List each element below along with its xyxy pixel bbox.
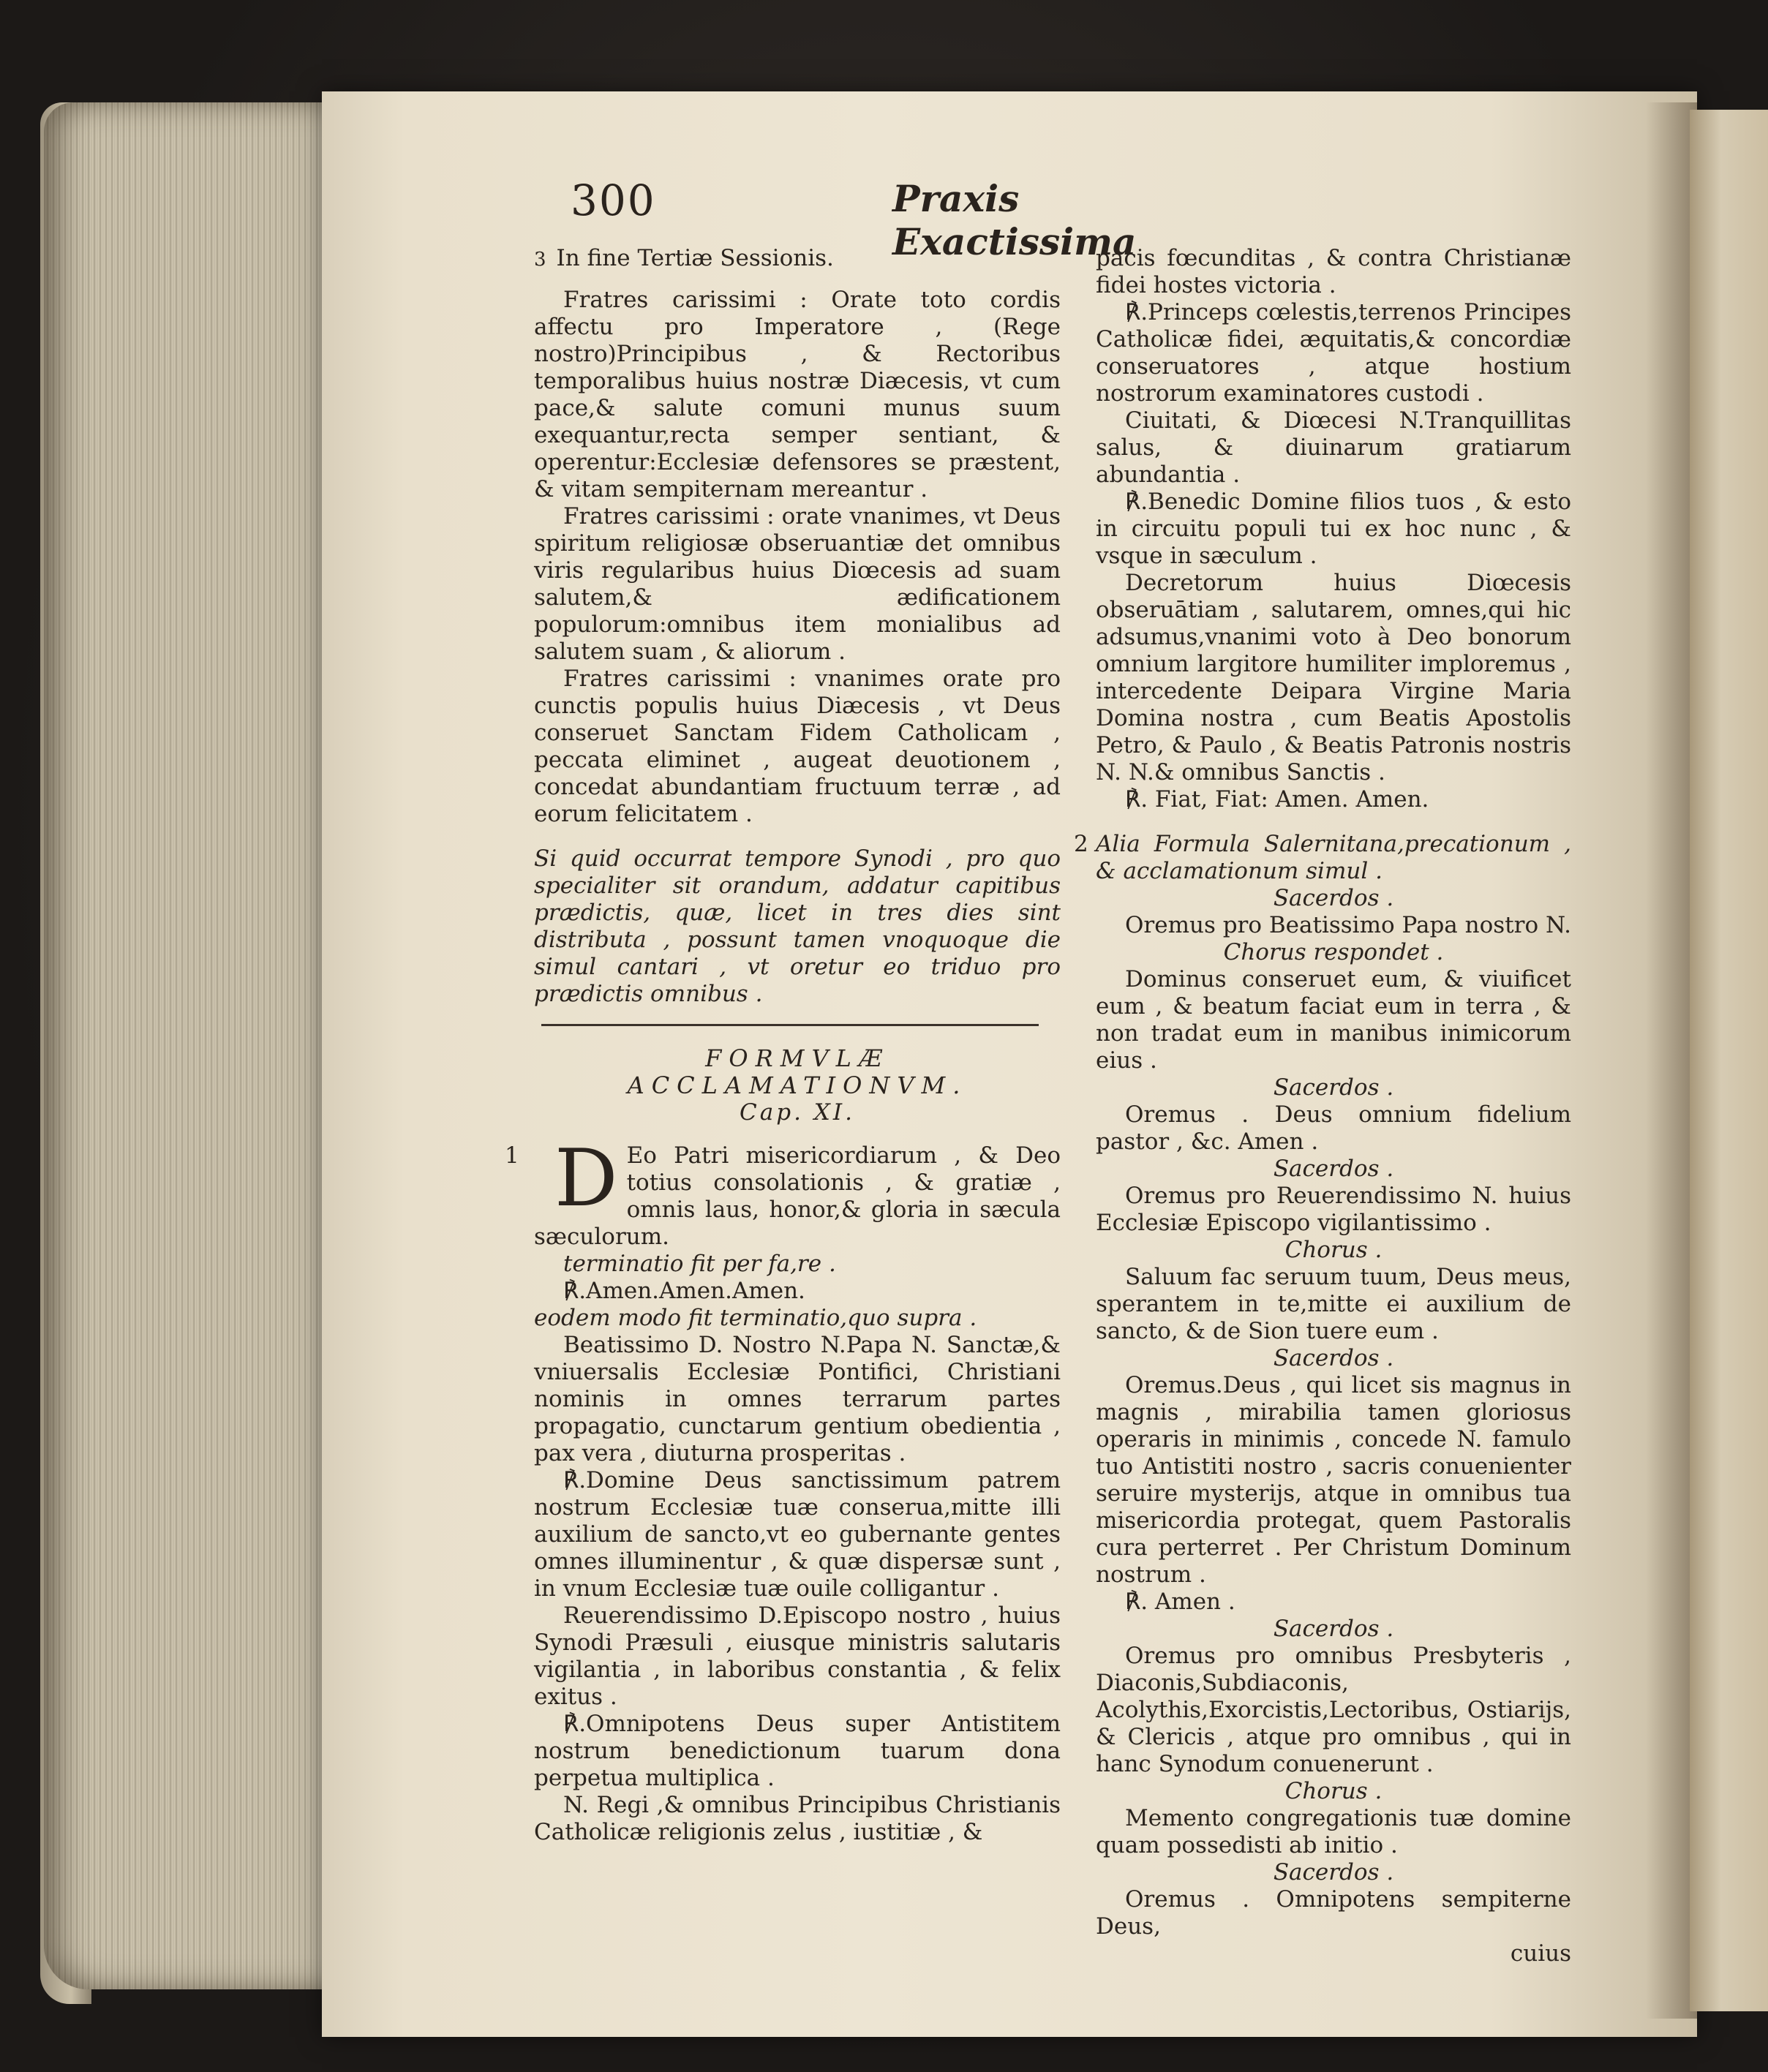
paragraph: ℟.Princeps cœlestis,terrenos Principes Catholicæ fidei, æquitatis,& concordiæ conseruatores , atque hostium nostrorum examinatores custodi .	[1096, 299, 1571, 407]
speaker-label: Sacerdos .	[1273, 1074, 1394, 1101]
speaker-label: Chorus .	[1284, 1237, 1383, 1263]
paragraph: Oremus . Deus omnium fidelium pastor , &c. Amen .	[1096, 1101, 1571, 1155]
paragraph: Oremus pro Beatissimo Papa nostro N.	[1125, 912, 1571, 938]
drop-cap: D	[554, 1133, 618, 1224]
paragraph: ℟.Benedic Domine filios tuos , & esto in circuitu populi tui ex hoc nunc , & vsque in sæculum .	[1096, 489, 1571, 569]
paragraph: Reuerendissimo D.Episcopo nostro , huius Synodi Præsuli , eiusque ministris salutaris vigilantia , in laboribus constantia , & felix exitus .	[534, 1602, 1061, 1710]
item-number: 2	[1074, 831, 1088, 857]
chapter-title: FORMVLÆ ACCLAMATIONVM.	[627, 1044, 968, 1099]
paragraph: Fratres carissimi : vnanimes orate pro cunctis populis huius Diæcesis , vt Deus conseruet Sanctam Fidem Catholicam , peccata eliminet , augeat deuotionem , concedat abundantiam fructuum terræ , ad eorum felicitatem .	[534, 666, 1061, 827]
speaker-label: Chorus .	[1284, 1778, 1383, 1804]
paragraph: Saluum fac seruum tuum, Deus meus, sperantem in te,mitte ei auxilium de sancto, & de Sion tuere eum .	[1096, 1264, 1571, 1344]
response-line: ℟.Amen.Amen.Amen.	[563, 1278, 805, 1304]
paragraph: Oremus pro Reuerendissimo N. huius Ecclesiæ Episcopo vigilantissimo .	[1096, 1183, 1571, 1236]
book-page-edges	[44, 102, 351, 1989]
item-number: 1	[505, 1142, 519, 1169]
catchword: cuius	[1510, 1940, 1571, 1967]
rubric-line: terminatio fit per fa,re .	[563, 1251, 836, 1277]
rubric-line: eodem modo fit terminatio,quo supra .	[534, 1305, 977, 1331]
paragraph: ℟.Domine Deus sanctissimum patrem nostrum Ecclesiæ tuæ conserua,mitte illi auxilium de sancto,vt eo gubernante gentes omnes illuminentur , & quæ dispersæ sunt , in vnum Ecclesiæ tuæ ouile colligantur .	[534, 1467, 1061, 1602]
response-line: ℟. Amen .	[1125, 1589, 1235, 1615]
paragraph: ℟.Omnipotens Deus super Antistitem nostrum benedictionum tuarum dona perpetua multiplica .	[534, 1711, 1061, 1791]
rubric: Si quid occurrat tempore Synodi , pro quo specialiter sit orandum, addatur capitibus prædictis, quæ, licet in tres dies sint distributa , possunt tamen vnoquoque die simul cantari , vt oretur eo triduo pro prædictis omnibus .	[534, 845, 1061, 1007]
section-heading-left: 3 In fine Tertiæ Sessionis.	[534, 245, 834, 271]
paragraph: Eo Patri misericordiarum , & Deo totius consolationis , & gratiæ , omnis laus, honor,& gloria in sæcula sæculorum.	[534, 1142, 1061, 1250]
paragraph: Oremus.Deus , qui licet sis magnus in magnis , mirabilia tamen gloriosus operaris in minimis , concede N. famulo tuo Antistiti nostro , sacris conuenienter seruire mysterijs, atque in omnibus tua misericordia protegat, quem Pastoralis cura perterret . Per Christum Dominum nostrum .	[1096, 1372, 1571, 1588]
section-heading-right: 2 Alia Formula Salernitana,precationum , & acclamationum simul .	[1074, 831, 1571, 884]
left-column	[505, 245, 1061, 1846]
paragraph: Memento congregationis tuæ domine quam possedisti ab initio .	[1096, 1805, 1571, 1858]
speaker-label: Sacerdos .	[1273, 1345, 1394, 1371]
paragraph: Fratres carissimi : orate vnanimes, vt Deus spiritum religiosæ obseruantiæ det omnibus viris regularibus huius Diœcesis ad suam salutem,& ædificationem populorum:omnibus item monialibus ad salutem suam , & aliorum .	[534, 503, 1061, 665]
speaker-label: Sacerdos .	[1273, 1616, 1394, 1642]
speaker-label: Chorus respondet .	[1223, 939, 1444, 965]
paragraph: Beatissimo D. Nostro N.Papa N. Sanctæ,& vniuersalis Ecclesiæ Pontifici, Christiani nominis in omnes terrarum partes propagatio, cunctarum gentium obedientia , pax vera , diuturna prosperitas .	[534, 1332, 1061, 1466]
paragraph: pacis fœcunditas , & contra Christianæ fidei hostes victoria .	[1096, 245, 1571, 298]
first-acclamation	[505, 1133, 1061, 1251]
paragraph: Oremus pro omnibus Presbyteris , Diaconis,Subdiaconis, Acolythis,Exorcistis,Lectoribus, Ostiarijs, & Clericis , atque pro omnibus , qui in hanc Synodum conuenerunt .	[1096, 1643, 1571, 1777]
paragraph: Decretorum huius Diœcesis obseruātiam , salutarem, omnes,qui hic adsumus,vnanimi voto à Deo bonorum omnium largitore humiliter imploremus , intercedente Deipara Virgine Maria Domina nostra , cum Beatis Apostolis Petro, & Paulo , & Beatis Patronis nostris N. N.& omnibus Sanctis .	[1096, 570, 1571, 786]
speaker-label: Sacerdos .	[1273, 885, 1394, 911]
speaker-label: Sacerdos .	[1273, 1859, 1394, 1885]
page-title: Praxis Exactissima	[892, 177, 1137, 263]
chapter-subtitle: Cap. XI.	[740, 1099, 855, 1126]
facing-page-edge	[1690, 110, 1768, 2011]
divider-rule	[541, 1024, 1039, 1026]
paragraph: N. Regi ,& omnibus Principibus Christianis Catholicæ religionis zelus , iustitiæ , &	[534, 1792, 1061, 1845]
speaker-label: Sacerdos .	[1273, 1156, 1394, 1182]
page-number: 300	[571, 176, 656, 225]
paragraph: Fratres carissimi : Orate toto cordis affectu pro Imperatore , (Rege nostro)Principibus , & Rectoribus temporalibus huius nostræ Diæcesis, vt cum pace,& salute comuni munus suum exequantur,recta semper sentiant, & operentur:Ecclesiæ defensores se præstent, & vitam sempiternam mereantur .	[534, 287, 1061, 502]
paragraph: ℟. Fiat, Fiat: Amen. Amen.	[1125, 786, 1429, 813]
right-column	[1074, 245, 1571, 1967]
paragraph: Dominus conseruet eum, & viuificet eum , & beatum faciat eum in terra , & non tradat eum in manibus inimicorum eius .	[1096, 966, 1571, 1074]
paragraph: Ciuitati, & Diœcesi N.Tranquillitas salus, & diuinarum gratiarum abundantia .	[1096, 407, 1571, 488]
section-marker: 3	[534, 249, 546, 271]
paragraph: Oremus . Omnipotens sempiterne Deus,	[1096, 1886, 1571, 1940]
